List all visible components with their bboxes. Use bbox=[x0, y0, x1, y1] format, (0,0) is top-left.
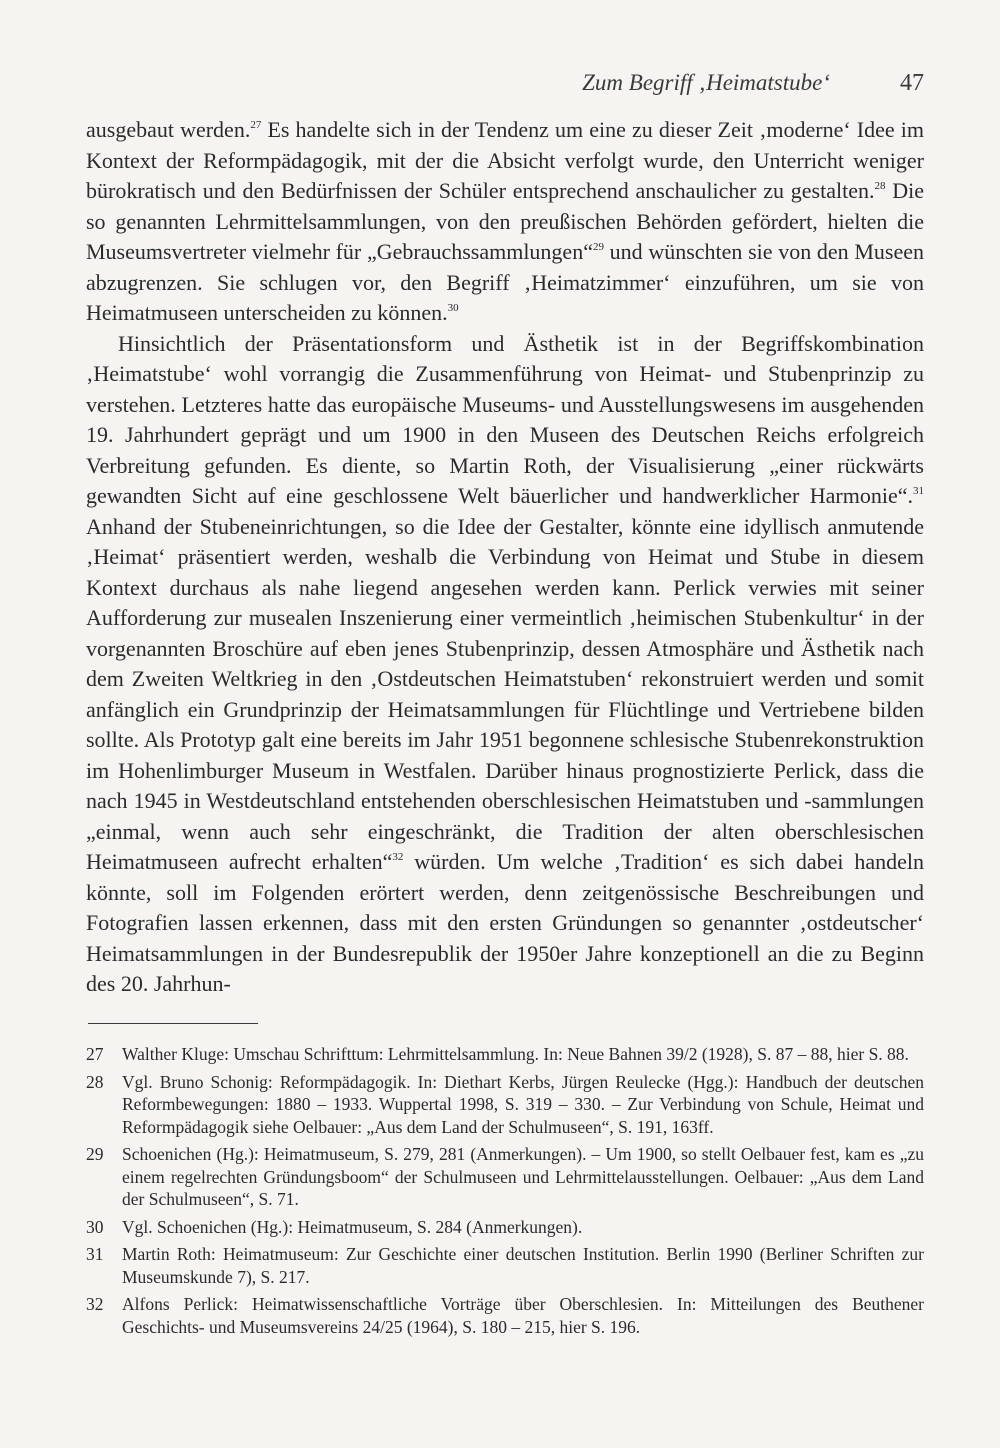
footnote-number: 29 bbox=[86, 1144, 104, 1164]
footnote-number: 32 bbox=[86, 1294, 104, 1314]
footnote-text: Vgl. Schoenichen (Hg.): Heimatmuseum, S. 284 (Anmerkungen). bbox=[122, 1216, 583, 1237]
footnote-number: 27 bbox=[86, 1044, 104, 1064]
text-run: würden. Um welche ‚Tradition‘ es sich dabei handeln könnte, soll im Folgenden erörtert werden, denn zeitgenössische Beschreibungen und Fotografien lassen erkennen, dass mit den ersten Gründungen so genannter ‚ostdeutscher‘ Heimatsammlungen in der Bundesrepublik der 1950er Jahre konzeptionell an die zu Beginn des 20. Jahrhun- bbox=[86, 849, 924, 996]
page-header bbox=[86, 66, 924, 100]
footnote-text: Vgl. Bruno Schonig: Reformpädagogik. In: Diethart Kerbs, Jürgen Reulecke (Hgg.): Handbuch der deutschen Reformbewegungen: 1880 – 1933. Wuppertal 1998, S. 319 – 330. – Zur Verbindung von Schule, Heimat und Reformpädagogik siehe Oelbauer: „Aus dem Land der Schulmuseen“, S. 191, 163ff. bbox=[122, 1071, 924, 1137]
body-text bbox=[86, 115, 924, 1000]
footnote-text: Martin Roth: Heimatmuseum: Zur Geschichte einer deutschen Institution. Berlin 1990 (Berliner Schriften zur Museumskunde 7), S. 217. bbox=[122, 1244, 924, 1287]
text-run: ausgebaut werden. bbox=[86, 117, 251, 142]
footnote-29 bbox=[86, 1143, 924, 1211]
footnote-ref-28[interactable]: 28 bbox=[874, 180, 886, 192]
paragraph-1 bbox=[86, 115, 924, 329]
footnote-ref-30[interactable]: 30 bbox=[447, 302, 459, 314]
footnote-30 bbox=[86, 1216, 924, 1239]
text-run: Es handelte sich in der Tendenz um eine zu dieser Zeit ‚moderne‘ Idee im Kontext der Reformpädagogik, mit der die Absicht verfolgt wurde, den Unterricht weniger bürokratisch und den Bedürfnissen der Schüler entsprechend anschaulicher zu gestalten. bbox=[86, 117, 924, 203]
text-run: und wünschten sie von den Museen abzugrenzen. Sie schlugen vor, den Begriff ‚Heimatzimmer‘ einzuführen, um sie von Heimatmuseen unterscheiden zu können. bbox=[86, 239, 924, 325]
footnote-number: 30 bbox=[86, 1216, 104, 1237]
footnote-number: 31 bbox=[86, 1244, 104, 1264]
footnote-32 bbox=[86, 1293, 924, 1338]
text-run: Anhand der Stubeneinrichtungen, so die Idee der Gestalter, könnte eine idyllisch anmutende ‚Heimat‘ präsentiert werden, weshalb die Verbindung von Heimat und Stube in diesem Kontext durchaus als nahe liegend angesehen werden kann. Perlick verwies mit seiner Aufforderung zur musealen Inszenierung einer vermeintlich ‚heimischen Stubenkultur‘ in der vorgenannten Broschüre auf eben jenes Stubenprinzip, dessen Atmosphäre und Ästhetik nach dem Zweiten Weltkrieg in den ‚Ostdeutschen Heimatstuben‘ rekonstruiert werden und somit anfänglich ein Grundprinzip der Heimatsammlungen für Flüchtlinge und Vertriebene bilden sollte. Als Prototyp galt eine bereits im Jahr 1951 begonnene schlesische Stubenrekonstruktion im Hohenlimburger Museum in Westfalen. Darüber hinaus prognostizierte Perlick, dass die nach 1945 in Westdeutschland entstehenden oberschlesischen Heimatstuben und -sammlungen „einmal, wenn auch sehr eingeschränkt, die Tradition der alten oberschlesischen Heimatmuseen aufrecht erhalten“ bbox=[86, 513, 924, 874]
footnote-31 bbox=[86, 1243, 924, 1288]
footnote-ref-31[interactable]: 31 bbox=[913, 485, 924, 497]
footnote-text: Alfons Perlick: Heimatwissenschaftliche Vorträge über Oberschlesien. In: Mitteilungen des Beuthener Geschichts- und Museumsvereins 24/25 (1964), S. 180 – 215, hier S. 196. bbox=[122, 1294, 924, 1337]
text-run: Hinsichtlich der Präsentationsform und Ästhetik ist in der Begriffskombination ‚Heimatstube‘ wohl vorrangig die Zusammenführung von Heimat- und Stubenprinzip zu verstehen. Letzteres hatte das europäische Museums- und Ausstellungswesens im ausgehenden 19. Jahrhundert geprägt und um 1900 in den Museen des Deutschen Reichs erfolgreich Verbreitung gefunden. Es diente, so Martin Roth, der Visualisierung „einer rückwärts gewandten Sicht auf eine geschlossene Welt bäuerlicher und handwerklicher Harmonie“. bbox=[86, 330, 924, 508]
text-run: Die so genannten Lehrmittelsammlungen, von den preußischen Behörden gefördert, hielten die Museumsvertreter vielmehr für „Gebrauchssammlungen“ bbox=[86, 178, 924, 264]
footnote-ref-27[interactable]: 27 bbox=[250, 119, 262, 131]
footnote-ref-29[interactable]: 29 bbox=[592, 241, 604, 253]
footnote-text: Walther Kluge: Umschau Schrifttum: Lehrmittelsammlung. In: Neue Bahnen 39/2 (1928), S. 87 – 88, hier S. 88. bbox=[122, 1044, 909, 1064]
footnote-number: 28 bbox=[86, 1071, 104, 1092]
footnote-text: Schoenichen (Hg.): Heimatmuseum, S. 279, 281 (Anmerkungen). – Um 1900, so stellt Oelbauer fest, kam es „zu einem regelrechten Gründungsboom“ der Schulmuseen und Lehrmittelausstellungen. Oelbauer: „Aus dem Land der Schulmuseen“, S. 71. bbox=[122, 1144, 924, 1209]
footnote-27 bbox=[86, 1043, 924, 1066]
page-number: 47 bbox=[900, 70, 924, 96]
footnote-divider bbox=[88, 1023, 258, 1024]
paragraph-2 bbox=[86, 329, 924, 1000]
footnote-ref-32[interactable]: 32 bbox=[392, 851, 404, 863]
footnote-28 bbox=[86, 1071, 924, 1139]
running-title: Zum Begriff ‚Heimatstube‘ bbox=[582, 70, 830, 95]
footnotes bbox=[86, 1043, 924, 1343]
